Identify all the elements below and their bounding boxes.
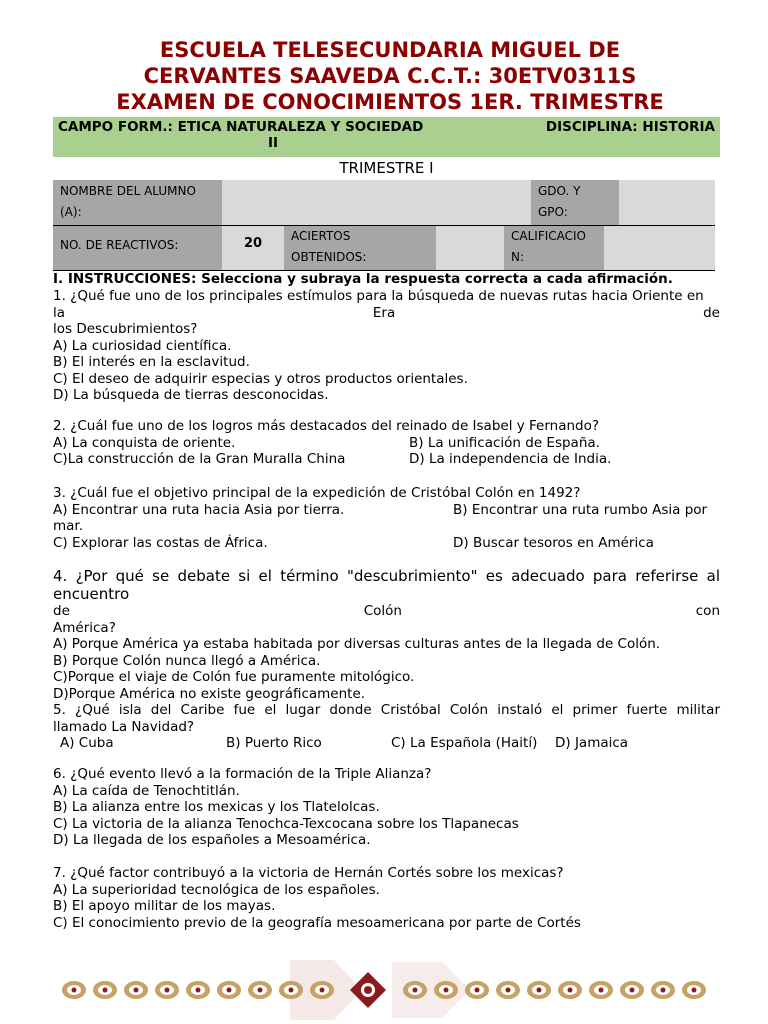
- ornament-motif: [248, 981, 272, 999]
- ornament-motif: [589, 981, 613, 999]
- option-6d[interactable]: D) La llegada de los españoles a Mesoamérica.: [53, 832, 371, 848]
- grade-group-label-2: GPO:: [538, 205, 568, 219]
- option-6a[interactable]: A) La caída de Tenochtitlán.: [53, 782, 240, 799]
- option-7c[interactable]: C) El conocimiento previo de la geografía mesoamericana por parte de Cortés: [53, 914, 581, 931]
- school-name-line2: CERVANTES SAAVEDA C.C.T.: 30ETV0311S: [143, 64, 637, 88]
- ornament-motif: [124, 981, 148, 999]
- option-6b[interactable]: B) La alianza entre los mexicas y los Tlatelolcas.: [53, 799, 380, 815]
- calificacion-label-1: CALIFICACIO: [511, 229, 586, 243]
- option-7a[interactable]: A) La superioridad tecnológica de los españoles.: [53, 881, 380, 898]
- ornament-motif: [465, 981, 489, 999]
- option-3b[interactable]: B) Encontrar una ruta rumbo Asia por: [453, 501, 708, 518]
- decorative-border-icon: [62, 960, 718, 1020]
- ornament-motif: [496, 981, 520, 999]
- ornament-motif: [620, 981, 644, 999]
- option-5b[interactable]: B) Puerto Rico: [226, 735, 322, 751]
- reactivos-value-text: 20: [243, 236, 263, 251]
- reactivos-label-text: NO. DE REACTIVOS:: [60, 238, 179, 252]
- question-3: [53, 485, 720, 551]
- question-2-stem: 2. ¿Cuál fue uno de los logros más destacados del reinado de Isabel y Fernando?: [53, 418, 600, 434]
- option-4c[interactable]: C)Porque el viaje de Colón fue puramente mitológico.: [53, 669, 415, 685]
- question-5-stem-end: llamado La Navidad?: [53, 718, 195, 735]
- option-4a[interactable]: A) Porque América ya estaba habitada por diversas culturas antes de la llegada de Colón.: [53, 636, 661, 652]
- option-1a[interactable]: A) La curiosidad científica.: [53, 337, 232, 354]
- ornament-motif: [217, 981, 241, 999]
- option-4d[interactable]: D)Porque América no existe geográficamente.: [53, 685, 366, 702]
- exam-title: EXAMEN DE CONOCIMIENTOS 1ER. TRIMESTRE: [116, 90, 664, 114]
- trimestre-label: TRIMESTRE I: [339, 159, 434, 177]
- question-3-row2: [53, 535, 720, 552]
- question-1-stem-end: los Descubrimientos?: [53, 321, 198, 337]
- ornament-motif: [279, 981, 303, 999]
- question-7-stem: 7. ¿Qué factor contribuyó a la victoria de Hernán Cortés sobre los mexicas?: [53, 865, 564, 881]
- question-4-stem-end: América?: [53, 619, 116, 636]
- calificacion-label-2: N:: [511, 250, 525, 264]
- question-7: [53, 865, 720, 931]
- question-5-stem: 5. ¿Qué isla del Caribe fue el lugar donde Cristóbal Colón instaló el primer fuerte militar: [53, 702, 720, 718]
- question-2-row2: [53, 451, 720, 468]
- reactivos-value: [222, 226, 284, 270]
- question-3-row1: [53, 502, 720, 519]
- grade-group-label-1: GDO. Y: [538, 184, 581, 198]
- aciertos-label-2: OBTENIDOS:: [291, 250, 367, 264]
- option-1d[interactable]: D) La búsqueda de tierras desconocidas.: [53, 387, 329, 403]
- ornament-motif: [403, 981, 427, 999]
- option-2d[interactable]: D) La independencia de India.: [409, 451, 612, 467]
- aciertos-field[interactable]: [436, 226, 504, 270]
- option-4b[interactable]: B) Porque Colón nunca llegó a América.: [53, 652, 321, 669]
- aciertos-label: [284, 226, 436, 270]
- ornament-motif: [682, 981, 706, 999]
- option-5d[interactable]: D) Jamaica: [555, 735, 629, 751]
- student-name-label-1: NOMBRE DEL ALUMNO: [60, 184, 196, 198]
- question-1-stem-cont: la Era de: [53, 304, 720, 321]
- ornament-center-dot: [364, 986, 372, 994]
- option-3b-cont[interactable]: mar.: [53, 518, 84, 534]
- ornament-motif: [527, 981, 551, 999]
- question-2: [53, 418, 720, 468]
- option-5a[interactable]: A) Cuba: [60, 735, 114, 751]
- instructions: I. INSTRUCCIONES: Selecciona y subraya la respuesta correcta a cada afirmación.: [53, 271, 673, 287]
- ornament-motif: [651, 981, 675, 999]
- option-2a[interactable]: A) La conquista de oriente.: [53, 434, 236, 451]
- option-1c[interactable]: C) El deseo de adquirir especias y otros productos orientales.: [53, 370, 468, 387]
- option-2c[interactable]: C)La construcción de la Gran Muralla China: [53, 451, 346, 467]
- calificacion-field[interactable]: [604, 226, 715, 270]
- ornament-motif: [558, 981, 582, 999]
- calificacion-label: [504, 226, 604, 270]
- option-2b[interactable]: B) La unificación de España.: [409, 434, 600, 451]
- question-3-stem: 3. ¿Cuál fue el objetivo principal de la expedición de Cristóbal Colón en 1492?: [53, 485, 581, 501]
- school-name-line1: ESCUELA TELESECUNDARIA MIGUEL DE: [159, 38, 621, 62]
- question-5-options: [53, 735, 720, 752]
- question-1-stem: 1. ¿Qué fue uno de los principales estímulos para la búsqueda de nuevas rutas hacia Oriente en: [53, 288, 704, 304]
- option-3c[interactable]: C) Explorar las costas de África.: [53, 534, 268, 551]
- question-6: [53, 766, 720, 849]
- student-name-field[interactable]: [222, 180, 531, 225]
- subject-band: [53, 117, 720, 157]
- option-5c[interactable]: C) La Española (Haití): [391, 735, 538, 751]
- question-5: [53, 702, 720, 752]
- ornament-motif: [186, 981, 210, 999]
- question-4-stem-cont: de Colón con: [53, 603, 720, 619]
- campo-label-cont: II: [267, 135, 279, 151]
- question-4-stem: [53, 568, 720, 603]
- ornament-motif: [434, 981, 458, 999]
- question-4: [53, 568, 720, 702]
- option-7b[interactable]: B) El apoyo militar de los mayas.: [53, 898, 276, 914]
- ornament-motif: [93, 981, 117, 999]
- ornament-svg: [62, 960, 718, 1020]
- ornament-motif: [62, 981, 86, 999]
- reactivos-label: [53, 226, 222, 270]
- ornament-motif: [310, 981, 334, 999]
- ornament-motif: [155, 981, 179, 999]
- aciertos-label-1: ACIERTOS: [291, 229, 351, 243]
- option-6c[interactable]: C) La victoria de la alianza Tenochca-Texcocana sobre los Tlapanecas: [53, 815, 519, 832]
- student-name-label-2: (A):: [60, 205, 82, 219]
- question-1: [53, 288, 720, 404]
- student-name-label: [53, 180, 222, 225]
- option-3d[interactable]: D) Buscar tesoros en América: [453, 534, 654, 551]
- ornament-center: [350, 972, 386, 1008]
- grade-group-field[interactable]: [619, 180, 715, 225]
- grade-group-label: [531, 180, 619, 225]
- question-2-row1: [53, 435, 720, 452]
- disciplina-label: DISCIPLINA: HISTORIA: [545, 119, 715, 135]
- question-6-stem: 6. ¿Qué evento llevó a la formación de la Triple Alianza?: [53, 766, 432, 782]
- option-3a[interactable]: A) Encontrar una ruta hacia Asia por tierra.: [53, 501, 345, 518]
- campo-formativo: [58, 119, 488, 151]
- question-4-stem-text: 4. ¿Por qué se debate si el término "descubrimiento" es adecuado para referirse al encuentro: [53, 567, 720, 603]
- option-1b[interactable]: B) El interés en la esclavitud.: [53, 354, 250, 370]
- campo-label: CAMPO FORM.: ETICA NATURALEZA Y SOCIEDAD: [58, 119, 424, 135]
